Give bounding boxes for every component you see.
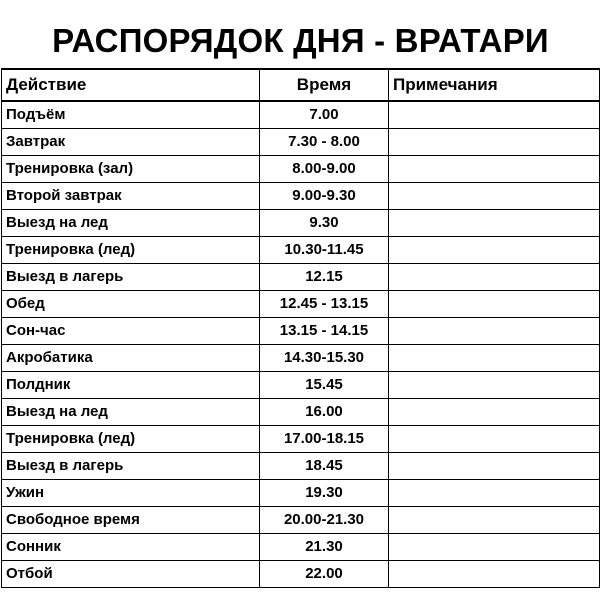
cell-action: Второй завтрак bbox=[2, 183, 260, 210]
cell-action: Сон-час bbox=[2, 318, 260, 345]
schedule-body bbox=[2, 101, 600, 588]
table-row bbox=[2, 237, 600, 264]
cell-time: 22.00 bbox=[260, 561, 389, 588]
table-row bbox=[2, 264, 600, 291]
cell-action: Тренировка (лед) bbox=[2, 426, 260, 453]
page-title: РАСПОРЯДОК ДНЯ - ВРАТАРИ bbox=[52, 22, 549, 59]
table-row bbox=[2, 561, 600, 588]
cell-notes bbox=[389, 210, 600, 237]
cell-time: 7.30 - 8.00 bbox=[260, 129, 389, 156]
cell-notes bbox=[389, 237, 600, 264]
cell-notes bbox=[389, 507, 600, 534]
table-row bbox=[2, 345, 600, 372]
cell-notes bbox=[389, 264, 600, 291]
cell-action: Полдник bbox=[2, 372, 260, 399]
table-row bbox=[2, 183, 600, 210]
table-row bbox=[2, 426, 600, 453]
table-row bbox=[2, 372, 600, 399]
schedule-table bbox=[1, 68, 600, 588]
cell-time: 9.00-9.30 bbox=[260, 183, 389, 210]
cell-action: Подъём bbox=[2, 101, 260, 129]
table-row bbox=[2, 156, 600, 183]
cell-notes bbox=[389, 101, 600, 129]
table-row bbox=[2, 101, 600, 129]
cell-action: Завтрак bbox=[2, 129, 260, 156]
cell-notes bbox=[389, 345, 600, 372]
cell-notes bbox=[389, 183, 600, 210]
cell-action: Обед bbox=[2, 291, 260, 318]
cell-action: Свободное время bbox=[2, 507, 260, 534]
cell-time: 14.30-15.30 bbox=[260, 345, 389, 372]
cell-time: 12.45 - 13.15 bbox=[260, 291, 389, 318]
cell-action: Тренировка (зал) bbox=[2, 156, 260, 183]
cell-notes bbox=[389, 291, 600, 318]
table-header-row bbox=[2, 69, 600, 101]
cell-notes bbox=[389, 372, 600, 399]
cell-time: 9.30 bbox=[260, 210, 389, 237]
cell-time: 17.00-18.15 bbox=[260, 426, 389, 453]
table-row bbox=[2, 453, 600, 480]
cell-action: Ужин bbox=[2, 480, 260, 507]
cell-time: 20.00-21.30 bbox=[260, 507, 389, 534]
table-row bbox=[2, 291, 600, 318]
cell-action: Выезд в лагерь bbox=[2, 453, 260, 480]
table-row bbox=[2, 210, 600, 237]
cell-notes bbox=[389, 129, 600, 156]
column-header-action: Действие bbox=[2, 69, 260, 101]
cell-notes bbox=[389, 318, 600, 345]
cell-time: 15.45 bbox=[260, 372, 389, 399]
cell-time: 18.45 bbox=[260, 453, 389, 480]
cell-time: 7.00 bbox=[260, 101, 389, 129]
cell-notes bbox=[389, 399, 600, 426]
column-header-time: Время bbox=[260, 69, 389, 101]
cell-time: 8.00-9.00 bbox=[260, 156, 389, 183]
cell-notes bbox=[389, 453, 600, 480]
table-row bbox=[2, 534, 600, 561]
cell-notes bbox=[389, 534, 600, 561]
cell-time: 10.30-11.45 bbox=[260, 237, 389, 264]
table-row bbox=[2, 129, 600, 156]
cell-action: Акробатика bbox=[2, 345, 260, 372]
cell-time: 19.30 bbox=[260, 480, 389, 507]
cell-time: 16.00 bbox=[260, 399, 389, 426]
table-row bbox=[2, 318, 600, 345]
cell-notes bbox=[389, 480, 600, 507]
cell-notes bbox=[389, 426, 600, 453]
cell-time: 12.15 bbox=[260, 264, 389, 291]
table-row bbox=[2, 480, 600, 507]
cell-action: Тренировка (лед) bbox=[2, 237, 260, 264]
column-header-notes: Примечания bbox=[389, 69, 600, 101]
table-row bbox=[2, 399, 600, 426]
cell-action: Сонник bbox=[2, 534, 260, 561]
cell-time: 13.15 - 14.15 bbox=[260, 318, 389, 345]
cell-notes bbox=[389, 561, 600, 588]
cell-notes bbox=[389, 156, 600, 183]
cell-action: Отбой bbox=[2, 561, 260, 588]
table-row bbox=[2, 507, 600, 534]
cell-action: Выезд в лагерь bbox=[2, 264, 260, 291]
cell-action: Выезд на лед bbox=[2, 210, 260, 237]
cell-time: 21.30 bbox=[260, 534, 389, 561]
cell-action: Выезд на лед bbox=[2, 399, 260, 426]
